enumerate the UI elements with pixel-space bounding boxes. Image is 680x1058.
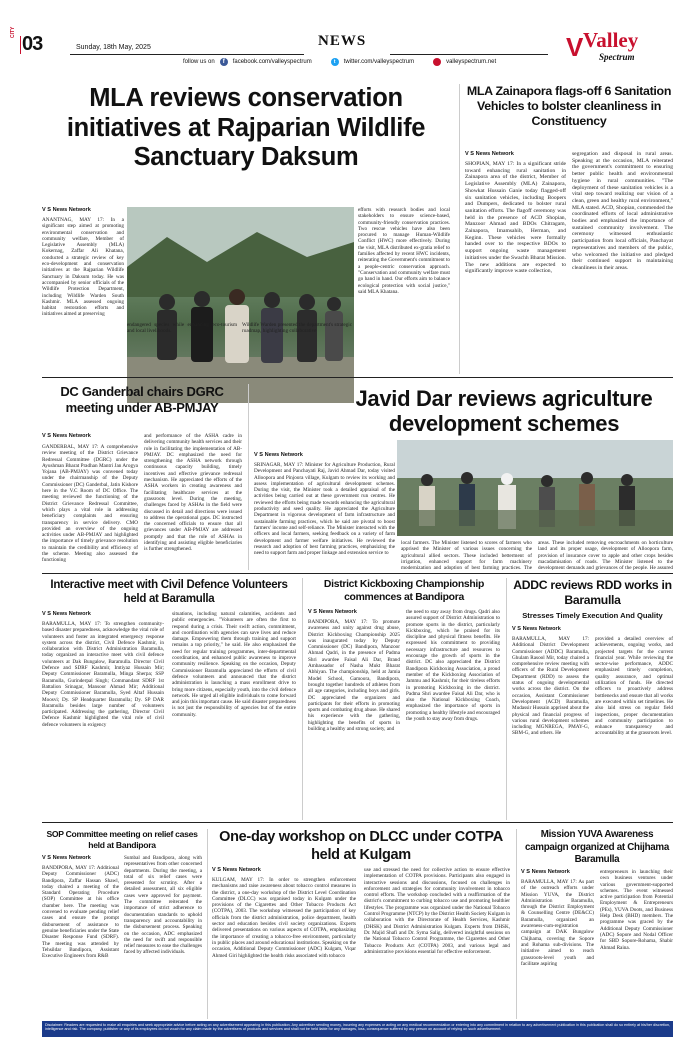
yuva-story xyxy=(521,829,673,1017)
story-column: BANDIPORA, MAY 17: Additional Deputy Commissioner (ADC) Bandipora, Zaffar Hassan Shawl, today chaired a meeting of the Standard Operating Procedure (SOP) Committee at his office chamber here. The meeting was convened to evaluate pending relief cases and ensure the prompt disbursement of assistance to genuine beneficiaries under the State Disaster Response Fund (SDRF). The meeting was attended by Tehsildar Bandipora, Assistant Executive Engineers from R&B xyxy=(42,865,119,960)
story-column: segregation and disposal in rural areas. Speaking at the occasion, MLA reiterated the government's commitment to ensuring better public health and environmental hygiene in rural communities. "The deployment of these sanitation vehicles is a vital step toward realizing our vision of a clean, green and healthy rural environment," MLA stated. ACD, Shopian, commended the coordinated efforts of local administrative bodies and emphasized the importance of sustained community involvement. The ceremony witnessed enthusiastic participation from local officials, Panchayat representatives and members of the public, who welcomed the initiative and pledged their continued support in maintaining cleanliness in their areas. xyxy=(572,151,673,271)
website-icon xyxy=(433,58,441,66)
story-column: SHOPIAN, MAY 17: In a significant stride toward enhancing rural sanitation in Zainapora area of the district, Member of Legislative Assembly (MLA) Zainapora, Showkat Hussain Ganie today flagged-off six sanitation vehicles, including Boopers and Dumpers, dedicated to bolster rural sanitation efforts. The flagoff ceremony was held in the presence of ACD Shopian, Manzoor Ahmad and BDOs Chitragam, Zainapora, Imamsahib, Herman, and Keginn. These vehicles were formally handed over to the respective BDOs to support ongoing waste management initiatives under the Swachh Bharat Mission. The new additions are expected to significantly improve waste collection, xyxy=(465,161,566,275)
story-column: KULGAM, MAY 17: In order to strengthen enforcement mechanisms and raise awareness about tobacco control measures in the district, a one-day workshop of the District Level Coordination Committee (DLCC) was organised today in Kulgam under the provisions of the Cigarettes and Other Tobacco Products Act (COTPA), 2003. The workshop witnessed the participation of key officials from the district administration, police department, health sector and education besides civil society organizations. Experts delivered presentations on various aspects of COTPA, emphasizing the importance of creating a tobacco-free environment, particularly in public places and around educational institutions. Speaking on the occasion, Additional Deputy Commissioner (ADC) Kulgam, Viqar Ahmed Giri highlighted the health risks associated with tobacco xyxy=(212,877,356,959)
headline: MLA reviews conservation initiatives at Rajparian Wildlife Sanctuary Daksum xyxy=(66,84,426,171)
dlcc-story xyxy=(212,829,510,1017)
lead-photo-caption-right: Wildlife Warden presented the department's strategic roadmap, highlighting collaborative xyxy=(242,322,352,335)
logo xyxy=(566,26,676,66)
story-column: GANDERBAL, MAY 17: A comprehensive review meeting of the District Grievance Redressal Committee (DGRC) under the Ayushman Bharat Pradhan Mantri Jan Arogya Yojana (AB-PMJAY) was convened today under the chairmanship of the Deputy Commissioner (DC) Ganderbal, Jatin Kishore here in the V.C Room of DC Office. The meeting reviewed the functioning of the District Grievance Redressal Committee, which plays a vital role in addressing beneficiary complaints and ensuring transparency in service delivery. CMO provided an overview of the ongoing activities under AB-PMJAY and highlighted the importance of timely grievance resolution to maintain the credibility and efficiency of the scheme. Meeting also assessed the functioning xyxy=(42,444,138,564)
story-column: provided a detailed overview of achievements, ongoing works, and projected targets for the current financial year. While reviewing the sector-wise performance, ADDC emphasized timely completion, quality assurance, and optimal utilization of funds. He directed officers to proactively address bottlenecks and ensure that all works are executed within set timelines. He also laid stress on regular field inspections, proper documentation and community participation to enhance transparency and accountability at the grassroots level. xyxy=(595,636,673,737)
twitter-icon: t xyxy=(331,58,339,66)
story-column: the need to stay away from drugs. Qadri also assured support of District Administration to promote sports in the district, particularly Kickboxing, which he praised for its discipline and physical fitness benefits. He expressed his commitment to providing necessary infrastructure and resources to encourage the growth of sports in the district. DC also appreciated the District Bandipora Kickboxing Association, a proud member of the Kickboxing Association of Jammu and Kashmir, for their tireless efforts in promoting Kickboxing in the district. Padma Shri awardee Faisal Ali Dar, who is also the National Kickboxing Coach, emphasized the importance of sports in promoting a healthy lifestyle and encouraged the youth to stay away from drugs. xyxy=(406,609,500,723)
logo-sub: Spectrum xyxy=(599,52,635,62)
bureau: V S News Network xyxy=(42,855,91,861)
bureau: V S News Network xyxy=(254,452,303,458)
subhead: Stresses Timely Execution And Quality xyxy=(522,611,663,620)
lead-photo-scene xyxy=(127,207,354,403)
headline: DC Ganderbal chairs DGRC meeting under AB-PMJAY xyxy=(60,384,224,415)
addc-story xyxy=(512,578,673,820)
column-divider xyxy=(248,384,249,570)
headline: Interactive meet with Civil Defence Volunteers held at Baramulla xyxy=(50,579,288,605)
logo-check-icon: V xyxy=(566,32,584,62)
javid-photo-scene xyxy=(397,440,673,536)
section-rule xyxy=(42,573,673,574)
sop-story xyxy=(42,829,202,1017)
story-column: BARAMULLA, MAY 17: Additional District Development Commissioner (ADDC) Baramulla, Ghulam Rasool Mir, today chaired a comprehensive review meeting with officers of the Rural Development Department (RDD) to assess the status of ongoing developmental works across the district. On the occasion, Assistant Commissioner Development (ACD) Baramulla, Mudassir Hussain apprised about the physical and financial progress of various rural development schemes including MGNREGA, PMAY-G, SBM-G, and others. He xyxy=(512,636,589,737)
section-title: NEWS xyxy=(318,33,367,49)
facebook-link[interactable]: facebook.com/valleyspectrum xyxy=(232,59,312,65)
zainapora-story xyxy=(465,84,673,374)
date-rule xyxy=(70,54,304,55)
civil-defence-story xyxy=(42,578,296,820)
story-column: situations, including natural calamities, accidents and public emergencies. "Volunteers are often the first to respond during a crisis. Their swift action, commitment, and coordination with agencies can save lives and reduce damage. Empowering them through training and support remains a top priority," he said. He also emphasized the need for regular training programmes, inter-departmental coordination, and enhanced public awareness to improve community resilience. Speaking on the occasion, Deputy Commissioner Baramulla appreciated the efforts of civil defence volunteers and announced that the district administration is launching a mass enrollment drive to bring more citizens, especially youth, into the civil defence network. He urged all eligible individuals to come forward and join this important cause. He said disaster preparedness is not just the responsibility of agencies but of the entire community. xyxy=(172,611,296,718)
website-link[interactable]: valleyspectrum.net xyxy=(446,59,497,65)
lead-story-col-left-cont xyxy=(42,282,124,366)
headline: One-day workshop on DLCC under COTPA held at Kulgam xyxy=(219,829,503,863)
bureau: V S News Network xyxy=(42,207,91,213)
headline: Mission YUVA Awareness campaign organized at Chijhama Baramulla xyxy=(525,829,669,865)
headline: District Kickboxing Championship commences at Bandipora xyxy=(323,579,485,603)
story-column: local farmers. The Minister listened to scores of farmers who apprised the Minister of various issues concerning the agricultural allied sectors. These included betterment of irrigation, enhanced support for farm machinery modernization and adoption of best farming practices. The xyxy=(401,540,532,570)
story-column: BARAMULLA, MAY 17: As part of the outreach efforts under Mission YUVA, the District Administration Baramulla, through the District Employment & Counselling Centre (DE&CC) Baramulla, organized an awareness-cum-registration campaign at DAK Bungalow Chijhama, covering the Sopore and Rohama sub-divisions. The initiative aimed to reach grassroots-level youth and facilitate aspiring xyxy=(521,879,594,967)
facebook-icon: f xyxy=(220,58,228,66)
page-number: 03 xyxy=(22,33,43,55)
section-rule xyxy=(42,377,673,378)
section-rule xyxy=(42,822,673,823)
bureau: V S News Network xyxy=(512,626,561,632)
story-column: BARAMULLA, MAY 17: To strengthen community-based disaster preparedness, acknowledge the vital role of volunteers and foster an integrated emergency response system across the district, Civil Defence Kashmir, in collaboration with District Administration Baramulla, today organized an interactive meet with civil defence volunteers at Dak Bungalow, Baramulla. Director Civil Defence and SDRF Kashmir, Imtiyaz Hussain Mir; Deputy Commissioner Baramulla, Minga Sherpa; SSP Baramulla, Gurinderpal Singh; Commandant SDRF 1st Battalion Srinagar, Mansoor Ahmad Mir; Additional Deputy Commissioner Baramulla, Syed Altaf Hussain Moosvi; Dy. SP Headquarter Baramulla; Dy. SP DAR Baramulla besides large number of volunteers participated. Addressing the gathering, Director Civil Defence Kashmir highlighted the vital role of civil defence volunteers in exigency xyxy=(42,621,164,728)
javid-story xyxy=(254,384,673,570)
page-number-divider xyxy=(20,36,21,54)
bureau: V S News Network xyxy=(465,151,514,157)
headline: SOP Committee meeting on relief cases held at Bandipora xyxy=(46,829,198,850)
masthead xyxy=(0,0,680,74)
section-tag: CITY xyxy=(10,26,16,38)
headline: MLA Zainapora flags-off 6 Sanitation Vehicles to bolster cleanliness in Constituency xyxy=(466,84,672,128)
section-rule xyxy=(390,54,548,55)
logo-main: Valley xyxy=(583,28,639,52)
issue-date: Sunday, 18th May, 2025 xyxy=(76,44,151,51)
column-divider xyxy=(516,829,517,1019)
column-divider xyxy=(506,578,507,820)
story-column: ANANTNAG, MAY 17: In a significant step aimed at promoting environmental conservation and community welfare, Member of Legislative Assembly (MLA) Kokernag, Zaffar Ali Khatana, conducted a strategic review of key eco-development and conservation initiatives at the Rajparian Wildlife Sanctuary in Daksum today. He was accompanied by senior officials of the Wildlife Protection Department, including Wildlife Warden South Kashmir. MLA assessed ongoing habitat restoration efforts and initiatives aimed at preserving xyxy=(42,217,124,318)
column-divider xyxy=(459,84,460,374)
story-column: entrepreneurs in launching their own business ventures under various government-supported schemes. The event witnessed active participation from Potential Employment & Entrepreneurs (PEs), YUVA Doots, and Business Help Desk (BHD) members. The programme was graced by the Additional Deputy Commissioner (ADC) Sopore and Nodal Officer for SBD Sopore-Rohama, Shabir Ahmad Raina. xyxy=(600,869,673,951)
story-column: efforts with research bodies and local stakeholders to ensure science-based, community-friendly conservation practices. Two rescue vehicles have also been procured to manage Human-Wildlife Conflict (HWC) more effectively. During the visit, MLA distributed ex-gratia relief to families affected by recent HWC incidents, reiterating the Government's commitment to a people-centric conservation approach. "Conservation and community welfare must go hand in hand. Our efforts aim to balance ecological protection with social justice," said MLA Khatana. xyxy=(358,207,450,295)
story-column: areas. These included removing encroachments on horticulture land and its proper usage, development of Alloopora farm, provision of insurance cover to apple and other crops besides macadamisation of roads. The Minister listened to the development demands and grievances of the people. He assured xyxy=(538,540,673,570)
bureau: V S News Network xyxy=(212,867,261,873)
column-divider xyxy=(302,578,303,820)
column-divider xyxy=(207,829,208,1019)
story-column: use and stressed the need for collective action to ensure effective implementation of COTPA provisions. Participants also engaged in interactive sessions and discussions, focused on challenges in enforcement and strategies for community involvement in tobacco control efforts. The workshop concluded with a reaffirmation of the district's commitment to curbing tobacco use and promoting healthier lifestyles. The programme was organized under the National Tobacco Control Programme (NTCP) by the District Health Society Kulgam in collaboration with the Directorate of Health Services, Kashmir (DHSK) and District Administration Kulgam. Experts from DHSK, Dr. Majid Shafi and Dr. Syma Salig, delivered insightful sessions on the National Tobacco Control Programme, the Cigarettes and Other Tobacco Products Act (COTPA) 2003, and various legal and administrative provisions essential for effective enforcement. xyxy=(364,867,510,955)
story-column: Sumbal and Bandipora, along with representatives from other concerned departments. During the meeting, a total of six relief cases were presented for scrutiny. After a detailed assessment, all six eligible cases were approved for payment. The committee reiterated the importance of strict adherence to documentation standards to uphold transparency and accountability in the disbursement process. Speaking on the occasion, ADC emphasized the need for swift and responsible relief measures to ease the challenges faced by affected individuals. xyxy=(124,855,202,956)
follow-label: follow us on xyxy=(183,59,215,65)
story-column: SRINAGAR, MAY 17: Minister for Agriculture Production, Rural Development and Panchayati Raj, Javid Ahmad Dar, today visited Alloopora and Pinjoora village, Kulgam to review its working and assess implementation of agricultural development schemes. During the visit, the Minister took a detailed appraisal of the activities being carried out at these government run centres. He reviewed the efforts being made towards enhancing the agricultural productivity and seed quality. He appreciated the Agriculture Department in vigorous development of farm infrastructure and sustainable farming practices, which he said are pivotal to boost farmers' income and self-reliance. The Minister interacted with the officers and local farmers, seeking feedback on a variety of farm development and farmer welfare initiatives. He reviewed the research and adoption of best farming practices, emphasizing the need to support farm and proper linkage and extension service to xyxy=(254,462,395,557)
javid-photo xyxy=(397,440,673,536)
bureau: V S News Network xyxy=(42,433,91,439)
story-column: BANDIPORA, MAY 17: To promote awareness and unity against drug abuse, District Kickboxing Championship 2025 was inaugurated today by Deputy Commissioner (DC) Bandipora, Manzoor Ahmad Qadri, in the presence of Padma Shri awardee Faisal Ali Dar, Brand Ambassador of Nasha Mukt Bharat Abhiyan. The championship, held at Jamia Model School, Gamoora, Bandipora, brought together hundreds of athletes from all age categories, including boys and girls. DC appreciated the organizers and participants for their efforts in promoting sports and combating drug abuse. He shared his experience with the gathering, highlighting the benefits of sports in building a healthy and strong society, and xyxy=(308,619,400,733)
headline: Javid Dar reviews agriculture development schemes xyxy=(355,386,653,436)
ganderbal-story xyxy=(42,384,242,568)
lead-photo-caption-left: endangered species while enhancing eco-tourism and local livelihoods. xyxy=(127,322,237,335)
kickboxing-story xyxy=(308,578,500,820)
disclaimer-text: Disclaimer: Readers are requested to make all enquiries and seek appropriate advice before acting on any advertisement appearing in this publication. Any advertiser sending money, incurring any expenses or acting on any medical recommendation or entering into any commitment in relation to any advertisement publication in this publication shall do so entirely at his/her discretion, intelligence and risk. The company, publisher or any of its employees do not vouch for any claim made by the advertisers of products and services and shall not be held liable for any damages, loss, consequence suffered by any person on account of relying on such advertisement. xyxy=(45,1022,670,1032)
bureau: V S News Network xyxy=(42,611,91,617)
story-column: and performance of the ASHA cadre in delivering community health services and their role in facilitating the implementation of AB-PMJAY. DC emphasized the need for strengthening the ASHA network through continuous capacity building, timely incentives and effective grievance redressal mechanism. He appreciated the efforts of the ASHA workers in creating awareness and facilitating healthcare services at the grassroots level. During the meeting, challenges faced by ASHAs in the field were discussed in detail and directions were issued to address the operational gaps. DC instructed the concerned officials to ensure that all grievances under AB-PMJAY are addressed promptly and that the role of ASHAs in identifying and assisting eligible beneficiaries is further strengthened. xyxy=(144,433,242,553)
disclaimer-bar xyxy=(42,1021,673,1037)
social-bar xyxy=(183,58,496,66)
bureau: V S News Network xyxy=(521,869,570,875)
lead-photo xyxy=(127,207,354,403)
twitter-link[interactable]: twitter.com/valleyspectrum xyxy=(343,59,415,65)
bureau: V S News Network xyxy=(308,609,357,615)
headline: ADDC reviews RDD works in Baramulla xyxy=(513,578,672,607)
